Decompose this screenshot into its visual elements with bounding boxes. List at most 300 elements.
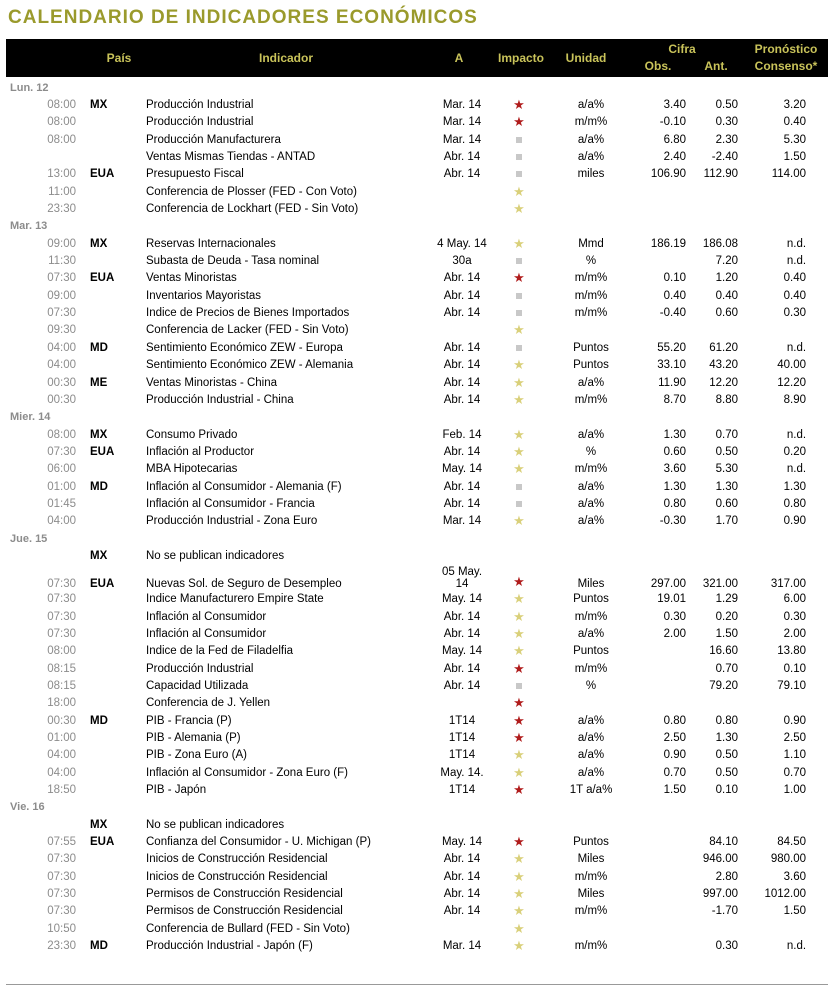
period-cell: Abr. 14 (443, 151, 481, 164)
unit-cell: a/a% (577, 766, 605, 779)
time-cell: 07:55 (47, 836, 76, 849)
forecast-cell (746, 183, 828, 200)
ant-cell: 5.30 (715, 463, 738, 476)
obs-cell (626, 660, 686, 677)
time-cell (6, 547, 82, 564)
obs-cell: 1.30 (663, 480, 686, 493)
unit-cell: Puntos (573, 836, 609, 849)
impact-cell (490, 851, 548, 868)
time-cell: 13:00 (47, 168, 76, 181)
indicator-cell: Subasta de Deuda - Tasa nominal (146, 255, 320, 268)
table-header (6, 39, 828, 77)
country-cell (82, 608, 144, 625)
obs-cell: 0.30 (663, 610, 686, 623)
indicator-cell: Permisos de Construcción Residencial (146, 888, 343, 901)
impact-cell (490, 287, 548, 304)
indicator-cell: Conferencia de Lacker (FED - Sin Voto) (146, 324, 349, 337)
country-cell (82, 322, 144, 339)
indicator-cell: Indice Manufacturero Empire State (146, 593, 324, 606)
impact-cell (490, 131, 548, 148)
forecast-cell: 0.90 (783, 515, 807, 528)
ant-cell: 0.60 (715, 497, 738, 510)
country-cell (82, 183, 144, 200)
period-cell: Abr. 14 (443, 497, 481, 510)
table-row (6, 183, 828, 200)
unit-cell: m/m% (574, 307, 608, 320)
gold-star-icon: ★ (513, 443, 525, 459)
period-cell: May. 14 (441, 836, 483, 849)
table-row (6, 816, 828, 833)
ant-cell: 1.50 (715, 627, 738, 640)
country-cell (82, 920, 144, 937)
day-header-row (6, 409, 828, 426)
ant-cell: 0.50 (715, 99, 738, 112)
table-row (6, 339, 828, 356)
forecast-cell: 13.80 (777, 645, 807, 658)
table-row (6, 868, 828, 885)
obs-cell: 0.80 (663, 497, 686, 510)
ant-cell: 1.29 (715, 593, 738, 606)
unit-cell: a/a% (577, 714, 605, 727)
country-cell (82, 591, 144, 608)
time-cell: 07:30 (47, 870, 76, 883)
indicator-cell: Inicios de Construcción Residencial (146, 870, 328, 883)
impact-cell (490, 608, 548, 625)
unit-cell: m/m% (574, 905, 608, 918)
country-cell: MX (90, 818, 108, 831)
table-row (6, 287, 828, 304)
obs-cell (626, 903, 686, 920)
period-cell: Mar. 14 (442, 133, 482, 146)
time-cell: 04:00 (47, 749, 76, 762)
period-cell: Abr. 14 (443, 359, 481, 372)
forecast-cell: n.d. (786, 341, 807, 354)
period-cell: Mar. 14 (442, 99, 482, 112)
table-row (6, 513, 828, 530)
table-row (6, 96, 828, 113)
time-cell: 11:00 (48, 185, 76, 198)
ant-cell: 0.60 (715, 307, 738, 320)
time-cell: 08:00 (47, 645, 76, 658)
unit-cell: a/a% (577, 151, 605, 164)
ant-cell (686, 322, 746, 339)
country-cell (82, 495, 144, 512)
obs-cell: 11.90 (658, 376, 686, 389)
gold-star-icon: ★ (513, 886, 525, 902)
obs-cell (626, 547, 686, 564)
time-cell: 07:30 (47, 445, 76, 458)
forecast-cell: n.d. (786, 237, 807, 250)
header-ant: Ant. (704, 59, 728, 73)
time-cell: 10:50 (47, 922, 76, 935)
time-cell: 07:30 (47, 272, 76, 285)
table-row (6, 608, 828, 625)
unit-cell: a/a% (577, 99, 605, 112)
period-cell (426, 816, 490, 833)
gold-star-icon: ★ (513, 868, 525, 884)
header-obs: Obs. (644, 59, 672, 73)
ant-cell: -1.70 (711, 905, 738, 918)
forecast-cell: 8.90 (783, 393, 807, 406)
impact-cell (490, 781, 548, 798)
red-star-icon: ★ (513, 730, 525, 746)
period-cell: 1T14 (448, 784, 476, 797)
ant-cell: 12.20 (709, 376, 738, 389)
country-cell: MX (90, 428, 108, 441)
ant-cell: 8.80 (715, 393, 738, 406)
time-cell: 07:30 (47, 888, 76, 901)
forecast-cell: 317.00 (770, 577, 807, 590)
period-cell: 05 May. 14 (441, 565, 483, 590)
time-cell: 07:30 (47, 853, 76, 866)
period-cell: 1T14 (448, 714, 476, 727)
unit-cell (548, 816, 626, 833)
obs-cell (626, 643, 686, 660)
country-cell (82, 148, 144, 165)
table-row (6, 729, 828, 746)
country-cell (82, 747, 144, 764)
gold-star-icon: ★ (513, 764, 525, 780)
time-cell: 08:00 (47, 428, 76, 441)
table-row (6, 114, 828, 131)
forecast-cell (746, 200, 828, 217)
forecast-cell: 2.00 (783, 627, 807, 640)
indicator-cell: Confianza del Consumidor - U. Michigan (P) (146, 836, 371, 849)
calendar-table (6, 79, 828, 955)
obs-cell: 1.30 (663, 428, 686, 441)
red-star-icon: ★ (513, 114, 525, 130)
indicator-cell: Inicios de Construcción Residencial (146, 853, 328, 866)
time-cell: 07:30 (47, 627, 76, 640)
gold-star-icon: ★ (513, 920, 525, 936)
table-row (6, 252, 828, 269)
indicator-cell: PIB - Francia (P) (146, 714, 232, 727)
table-row (6, 764, 828, 781)
gray-square-icon (516, 293, 522, 299)
ant-cell: 0.30 (715, 940, 738, 953)
time-cell: 08:15 (47, 662, 76, 675)
table-row (6, 166, 828, 183)
ant-cell: 61.20 (709, 341, 738, 354)
day-label: Vie. 16 (10, 801, 45, 814)
period-cell: Abr. 14 (443, 662, 481, 675)
ant-cell: 1.70 (715, 515, 738, 528)
gray-square-icon (516, 171, 522, 177)
impact-cell (490, 461, 548, 478)
unit-cell: % (585, 255, 597, 268)
unit-cell: a/a% (577, 627, 605, 640)
unit-cell: m/m% (574, 662, 608, 675)
country-cell: MD (90, 940, 108, 953)
unit-cell: m/m% (574, 289, 608, 302)
impact-cell (490, 478, 548, 495)
impact-cell (490, 816, 548, 833)
period-cell: Abr. 14 (443, 610, 481, 623)
impact-cell (490, 148, 548, 165)
indicator-cell: Producción Industrial (146, 99, 254, 112)
time-cell: 23:30 (47, 203, 76, 216)
country-cell (82, 252, 144, 269)
indicator-cell: Conferencia de Plosser (FED - Con Voto) (146, 185, 357, 198)
time-cell: 09:00 (47, 237, 76, 250)
forecast-cell: 980.00 (770, 853, 807, 866)
gold-star-icon: ★ (513, 461, 525, 477)
indicator-cell: Producción Industrial (146, 662, 254, 675)
impact-cell (490, 565, 548, 591)
impact-cell (490, 183, 548, 200)
table-row (6, 677, 828, 694)
impact-cell (490, 547, 548, 564)
indicator-cell: Conferencia de Bullard (FED - Sin Voto) (146, 922, 350, 935)
obs-cell: -0.10 (659, 116, 686, 129)
unit-cell: a/a% (577, 497, 605, 510)
gold-star-icon: ★ (513, 625, 525, 641)
forecast-cell: 3.20 (783, 99, 807, 112)
time-cell: 23:30 (47, 940, 76, 953)
ant-cell: 2.80 (715, 870, 738, 883)
impact-cell (490, 270, 548, 287)
day-header-row (6, 79, 828, 96)
forecast-cell: 1.50 (783, 905, 807, 918)
indicator-cell: Indice de Precios de Bienes Importados (146, 307, 350, 320)
obs-cell: 6.80 (663, 133, 686, 146)
period-cell: Mar. 14 (442, 515, 482, 528)
table-row (6, 591, 828, 608)
ant-cell: -2.40 (711, 151, 738, 164)
country-cell (82, 868, 144, 885)
impact-cell (490, 868, 548, 885)
obs-cell: 1.50 (663, 784, 686, 797)
time-cell: 18:50 (47, 784, 76, 797)
period-cell: Abr. 14 (443, 445, 481, 458)
ant-cell (686, 547, 746, 564)
ant-cell: 16.60 (709, 645, 738, 658)
table-row (6, 495, 828, 512)
forecast-cell: 0.80 (783, 497, 807, 510)
time-cell: 09:00 (47, 289, 76, 302)
country-cell: MX (90, 99, 108, 112)
red-star-icon: ★ (513, 712, 525, 728)
obs-cell (626, 252, 686, 269)
period-cell: Abr. 14 (443, 341, 481, 354)
country-cell: MD (90, 341, 108, 354)
obs-cell: 186.19 (650, 237, 686, 250)
gold-star-icon: ★ (513, 851, 525, 867)
unit-cell: a/a% (577, 732, 605, 745)
country-cell (82, 461, 144, 478)
period-cell: Abr. 14 (443, 289, 481, 302)
obs-cell (626, 851, 686, 868)
period-cell: Abr. 14 (443, 888, 481, 901)
forecast-cell: 84.50 (777, 836, 807, 849)
indicator-cell: Permisos de Construcción Residencial (146, 905, 343, 918)
unit-cell: m/m% (574, 393, 608, 406)
indicator-cell: Inflación al Consumidor (146, 610, 267, 623)
gray-square-icon (516, 258, 522, 264)
indicator-cell: No se publican indicadores (146, 549, 285, 562)
country-cell (82, 131, 144, 148)
obs-cell: 0.80 (663, 714, 686, 727)
table-row (6, 443, 828, 460)
country-cell (82, 660, 144, 677)
impact-cell (490, 920, 548, 937)
unit-cell: Puntos (573, 359, 609, 372)
red-star-icon: ★ (513, 782, 525, 798)
forecast-cell: 6.00 (783, 593, 807, 606)
obs-cell: 33.10 (657, 359, 686, 372)
indicator-cell: Ventas Minoristas (146, 272, 237, 285)
bottom-divider (6, 984, 828, 985)
header-indicador: Indicador (258, 51, 313, 65)
time-cell: 04:00 (47, 766, 76, 779)
unit-cell: % (585, 445, 597, 458)
impact-cell (490, 591, 548, 608)
gold-star-icon: ★ (513, 322, 525, 338)
unit-cell (548, 695, 626, 712)
time-cell: 01:45 (47, 497, 76, 510)
obs-cell (626, 183, 686, 200)
period-cell: Abr. 14 (443, 680, 481, 693)
period-cell: Abr. 14 (443, 905, 481, 918)
forecast-cell: 5.30 (783, 133, 807, 146)
ant-cell (686, 183, 746, 200)
indicator-cell: Producción Industrial - Japón (F) (146, 940, 313, 953)
ant-cell: 84.10 (709, 836, 738, 849)
impact-cell (490, 513, 548, 530)
table-row (6, 131, 828, 148)
unit-cell: a/a% (577, 376, 605, 389)
ant-cell (686, 920, 746, 937)
unit-cell: Miles (577, 888, 605, 901)
table-row (6, 426, 828, 443)
obs-cell: -0.40 (659, 307, 686, 320)
country-cell: ME (90, 376, 108, 389)
indicator-cell: Inflación al Consumidor (146, 627, 267, 640)
time-cell: 08:15 (47, 680, 76, 693)
impact-cell (490, 729, 548, 746)
unit-cell: a/a% (577, 480, 605, 493)
forecast-cell: 0.40 (783, 272, 807, 285)
period-cell: 1T14 (448, 732, 476, 745)
ant-cell: 2.30 (715, 133, 738, 146)
forecast-cell: 2.50 (783, 732, 807, 745)
period-cell (426, 547, 490, 564)
ant-cell: 0.20 (715, 610, 738, 623)
impact-cell (490, 235, 548, 252)
gray-square-icon (516, 345, 522, 351)
indicator-cell: Producción Industrial (146, 116, 254, 129)
table-row (6, 625, 828, 642)
period-cell: 4 May. 14 (437, 237, 487, 250)
impact-cell (490, 426, 548, 443)
period-cell (426, 920, 490, 937)
indicator-cell: Ventas Minoristas - China (146, 376, 278, 389)
forecast-cell: 79.10 (777, 680, 807, 693)
ant-cell: 0.50 (715, 445, 738, 458)
gray-square-icon (516, 501, 522, 507)
forecast-cell (746, 547, 828, 564)
impact-cell (490, 677, 548, 694)
obs-cell: 19.01 (657, 593, 686, 606)
ant-cell: 1.30 (715, 732, 738, 745)
time-cell: 07:30 (47, 307, 76, 320)
impact-cell (490, 885, 548, 902)
ant-cell: 0.50 (715, 749, 738, 762)
period-cell: Abr. 14 (443, 393, 481, 406)
country-cell: EUA (90, 168, 115, 181)
period-cell (426, 695, 490, 712)
unit-cell: a/a% (577, 428, 605, 441)
unit-cell: Puntos (573, 645, 609, 658)
impact-cell (490, 322, 548, 339)
obs-cell (626, 868, 686, 885)
gray-square-icon (516, 137, 522, 143)
time-cell: 04:00 (47, 359, 76, 372)
unit-cell (548, 322, 626, 339)
indicator-cell: No se publican indicadores (146, 818, 285, 831)
red-star-icon: ★ (513, 660, 525, 676)
gold-star-icon: ★ (513, 938, 525, 954)
ant-cell: 1.20 (715, 272, 738, 285)
gold-star-icon: ★ (513, 608, 525, 624)
table-row (6, 374, 828, 391)
forecast-cell: n.d. (786, 428, 807, 441)
time-cell: 07:30 (47, 905, 76, 918)
period-cell: Abr. 14 (443, 853, 481, 866)
unit-cell: a/a% (577, 133, 605, 146)
country-cell (82, 357, 144, 374)
period-cell: 1T14 (448, 749, 476, 762)
country-cell: EUA (90, 272, 115, 285)
forecast-cell: 1.50 (783, 151, 807, 164)
obs-cell: 0.70 (663, 766, 686, 779)
time-cell: 00:30 (47, 393, 76, 406)
forecast-cell (746, 816, 828, 833)
forecast-cell (746, 322, 828, 339)
table-row (6, 357, 828, 374)
unit-cell: m/m% (574, 940, 608, 953)
header-pronostico: Pronóstico (754, 42, 818, 56)
ant-cell (686, 816, 746, 833)
period-cell: Abr. 14 (443, 870, 481, 883)
ant-cell: 43.20 (709, 359, 738, 372)
day-header-row (6, 530, 828, 547)
obs-cell: 3.40 (663, 99, 686, 112)
period-cell (426, 183, 490, 200)
period-cell: May. 14 (441, 593, 483, 606)
time-cell: 18:00 (47, 697, 76, 710)
unit-cell: Puntos (573, 593, 609, 606)
period-cell: Feb. 14 (442, 428, 482, 441)
impact-cell (490, 695, 548, 712)
obs-cell: 2.00 (663, 627, 686, 640)
gold-star-icon: ★ (513, 374, 525, 390)
table-row (6, 660, 828, 677)
table-row (6, 148, 828, 165)
ant-cell: 79.20 (709, 680, 738, 693)
forecast-cell: 0.20 (783, 445, 807, 458)
indicator-cell: Presupuesto Fiscal (146, 168, 244, 181)
table-row (6, 643, 828, 660)
obs-cell (626, 677, 686, 694)
period-cell (426, 322, 490, 339)
ant-cell: 0.40 (715, 289, 738, 302)
impact-cell (490, 903, 548, 920)
time-cell: 07:30 (47, 577, 76, 590)
indicator-cell: Inventarios Mayoristas (146, 289, 262, 302)
table-row (6, 920, 828, 937)
impact-cell (490, 339, 548, 356)
